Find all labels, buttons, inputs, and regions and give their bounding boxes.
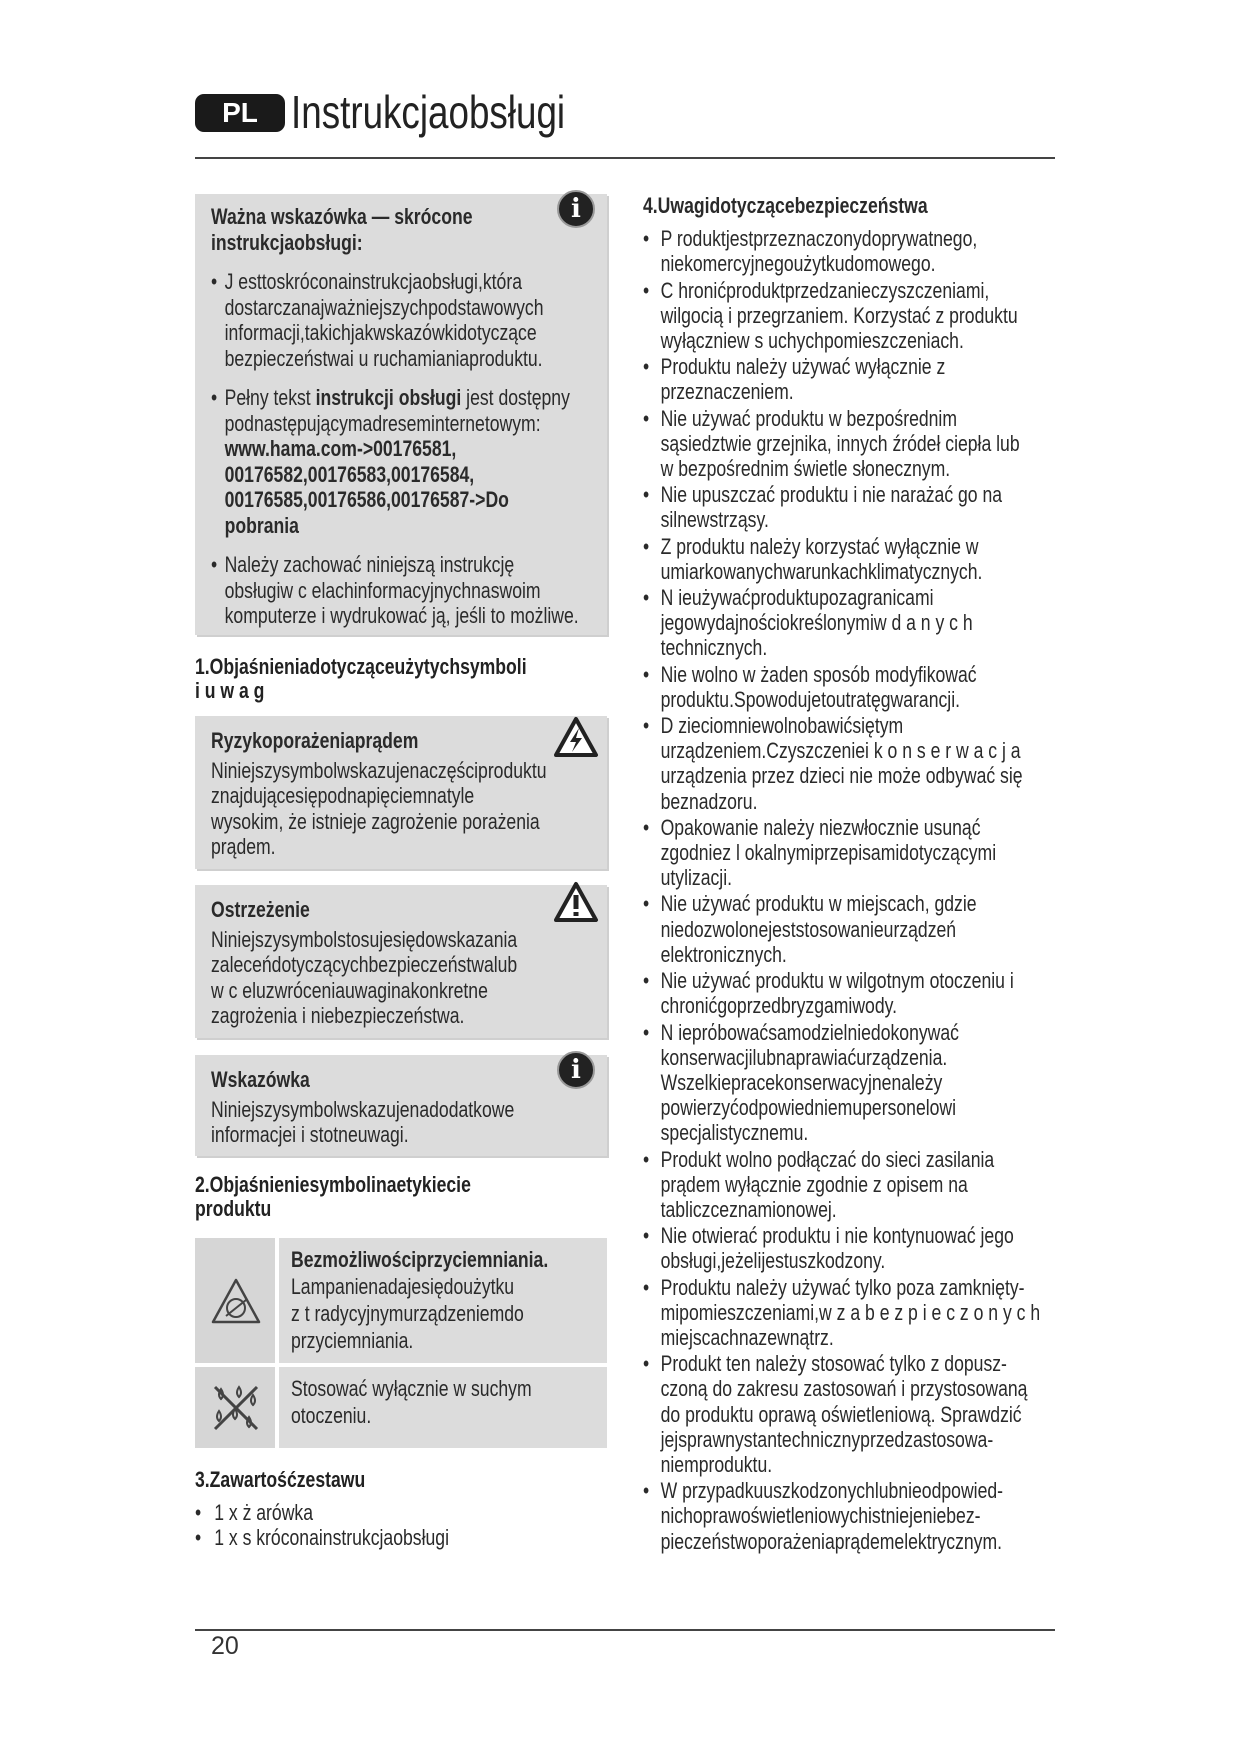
symbol-box-warning	[195, 885, 607, 1038]
list-item: • P roduktjestprzeznaczonydoprywatnego, niekomercyjnegoużytkudomowego.	[643, 226, 1059, 276]
safety-list	[643, 226, 1059, 1554]
list-item: • Nie używać produktu w wilgotnym otoczeniu i chronićgoprzedbryzgamiwody.	[643, 968, 1059, 1018]
product-symbols-table	[195, 1238, 607, 1448]
list-item: • Nie używać produktu w bezpośrednim sąsiedztwie grzejnika, innych źródeł ciepła lub w bezpośrednim świetle słonecznym.	[643, 406, 1059, 482]
table-row	[195, 1238, 607, 1363]
list-item: • N ieużywaćproduktupozagranicami jegowydajnościokreślonymiw d a n y c h technicznych.	[643, 585, 1059, 661]
quick-guide-item: • Pełny tekst instrukcji obsługi jest dostępny podnastępującymadreseminternetowym: www.hama.com->00176581, 00176582,00176583,00176584, 00176585,00176586,00176587->Do pobrania	[211, 385, 587, 538]
table-row	[195, 1367, 607, 1448]
symbol-description: Niniejszysymbolwskazujenadodatkowe informacjei i stotneuwagi.	[211, 1096, 515, 1147]
section-4-heading: 4.Uwagidotyczącebezpieczeństwa	[643, 193, 928, 218]
symbol-box-electric	[195, 716, 607, 869]
list-item: • Nie wolno w żaden sposób modyfikować produktu.Spowodujetoutratęgwarancji.	[643, 662, 1059, 712]
info-icon: i	[557, 1051, 595, 1089]
package-contents-list	[195, 1500, 611, 1550]
symbol-description: Niniejszysymbolwskazujenaczęściproduktu znajdującesiępodnapięciemnatyle wysokim, że istnieje zagrożenie porażenia prądem.	[211, 757, 547, 859]
language-badge: PL	[195, 94, 285, 132]
list-item: • 1 x ż arówka	[195, 1500, 611, 1525]
list-item: • N ieprόbowaćsamodzielniedokonywać konserwacjilubnaprawiaćurządzenia. Wszelkiepracekonserwacyjnenależy powierzyćodpowiedniemupersonelowi specjalistycznemu.	[643, 1020, 1059, 1146]
dry-use-only-icon	[209, 1381, 263, 1435]
no-dimming-icon	[209, 1276, 263, 1326]
quick-guide-heading: Ważna wskazówka — skrócone instrukcjaobsługi:	[211, 204, 473, 255]
symbol-title: Ryzykoporażeniaprądem	[211, 728, 419, 753]
list-item: • C hronićproduktprzedzanieczyszczeniami, wilgocią i przegrzaniem. Korzystać z produktu wyłączniew s uchychpomieszczeniach.	[643, 278, 1059, 354]
quick-guide-box	[195, 194, 607, 635]
symbol-description: Lampanienadajesiędoużytku z t radycyjnymurządzeniemdo przyciemniania.	[291, 1274, 524, 1353]
symbol-description: Niniejszysymbolstosujesiędowskazania zaleceńdotyczącychbezpieczeństwalub w c eluzwróceniauwaginakonkretne zagrożenia i niebezpieczeństwa.	[211, 926, 518, 1028]
list-item: • Produktu należy używać tylko poza zamknięty- mipomieszczeniami,w z a b e z p i e c z o n y c h miejscachnazewnątrz.	[643, 1275, 1059, 1351]
quick-guide-item: • J esttoskróconainstrukcjaobsługi,która dostarczanajważniejszychpodstawowych informacji,takichjakwskazówkidotyczące bezpieczeństwai u ruchamianiaproduktu.	[211, 269, 587, 371]
list-item: • Opakowanie należy niezwłocznie usunąć zgodniez l okalnymiprzepisamidotyczącymi utylizacji.	[643, 815, 1059, 891]
page-title: Instrukcjaobsługi	[291, 86, 566, 138]
symbol-description: Stosować wyłącznie w suchym otoczeniu.	[291, 1376, 532, 1428]
list-item: • Z produktu należy korzystać wyłącznie w umiarkowanychwarunkachklimatycznych.	[643, 534, 1059, 584]
page-number: 20	[211, 1632, 239, 1660]
section-3-heading: 3.Zawartośćzestawu	[195, 1467, 366, 1492]
section-1-heading: 1.Objaśnieniadotycząceużytychsymboli i u w a g	[195, 654, 527, 703]
list-item: • Nie otwierać produktu i nie kontynuować jego obsługi,jeżelijestuszkodzony.	[643, 1223, 1059, 1273]
symbol-title: Bezmożliwościprzyciemniania.	[291, 1247, 549, 1272]
info-icon: i	[557, 190, 595, 228]
list-item: • Produktu należy używać wyłącznie z przeznaczeniem.	[643, 354, 1059, 404]
download-link[interactable]: www.hama.com->00176581, 00176582,00176583,00176584, 00176585,00176586,00176587->Do pobrania	[224, 436, 509, 538]
list-item: • 1 x s króconainstrukcjaobsługi	[195, 1525, 611, 1550]
list-item: • D zieciomniewolnobawićsiętym urządzeniem.Czyszczeniei k o n s e r w a c j a urządzenia przez dzieci nie może odbywać się beznadzoru.	[643, 713, 1059, 814]
quick-guide-item: • Należy zachować niniejszą instrukcję obsługiw c elachinformacyjnychnaswoim komputerze i wydrukować ją, jeśli to możliwe.	[211, 552, 587, 629]
list-item: • Produkt ten należy stosować tylko z dopusz- czoną do zakresu zastosowań i przystosowaną do produktu oprawą oświetleniową. Sprawdzić jejsprawnystantechnicznyprzedzastosowa- niemproduktu.	[643, 1351, 1059, 1477]
symbol-title: Ostrzeżenie	[211, 897, 310, 922]
list-item: • Nie używać produktu w miejscach, gdzie niedozwolonejeststosowanieurządzeń elektronicznych.	[643, 891, 1059, 967]
list-item: • W przypadkuuszkodzonychlubnieodpowied- nichoprawoświetleniowychistniejeniebez- pieczeństwoporażeniaprądemelektrycznym.	[643, 1478, 1059, 1554]
symbol-title: Wskazówka	[211, 1067, 310, 1092]
section-2-heading: 2.Objaśnieniesymbolinaetykiecie produktu	[195, 1172, 471, 1221]
symbol-box-note	[195, 1055, 607, 1156]
footer-divider	[195, 1629, 1055, 1631]
list-item: • Produkt wolno podłączać do sieci zasilania prądem wyłącznie zgodnie z opisem na tabliczceznamionowej.	[643, 1147, 1059, 1223]
safety-section	[643, 193, 1059, 1555]
header-divider	[195, 157, 1055, 159]
list-item: • Nie upuszczać produktu i nie narażać go na silnewstrząsy.	[643, 482, 1059, 532]
